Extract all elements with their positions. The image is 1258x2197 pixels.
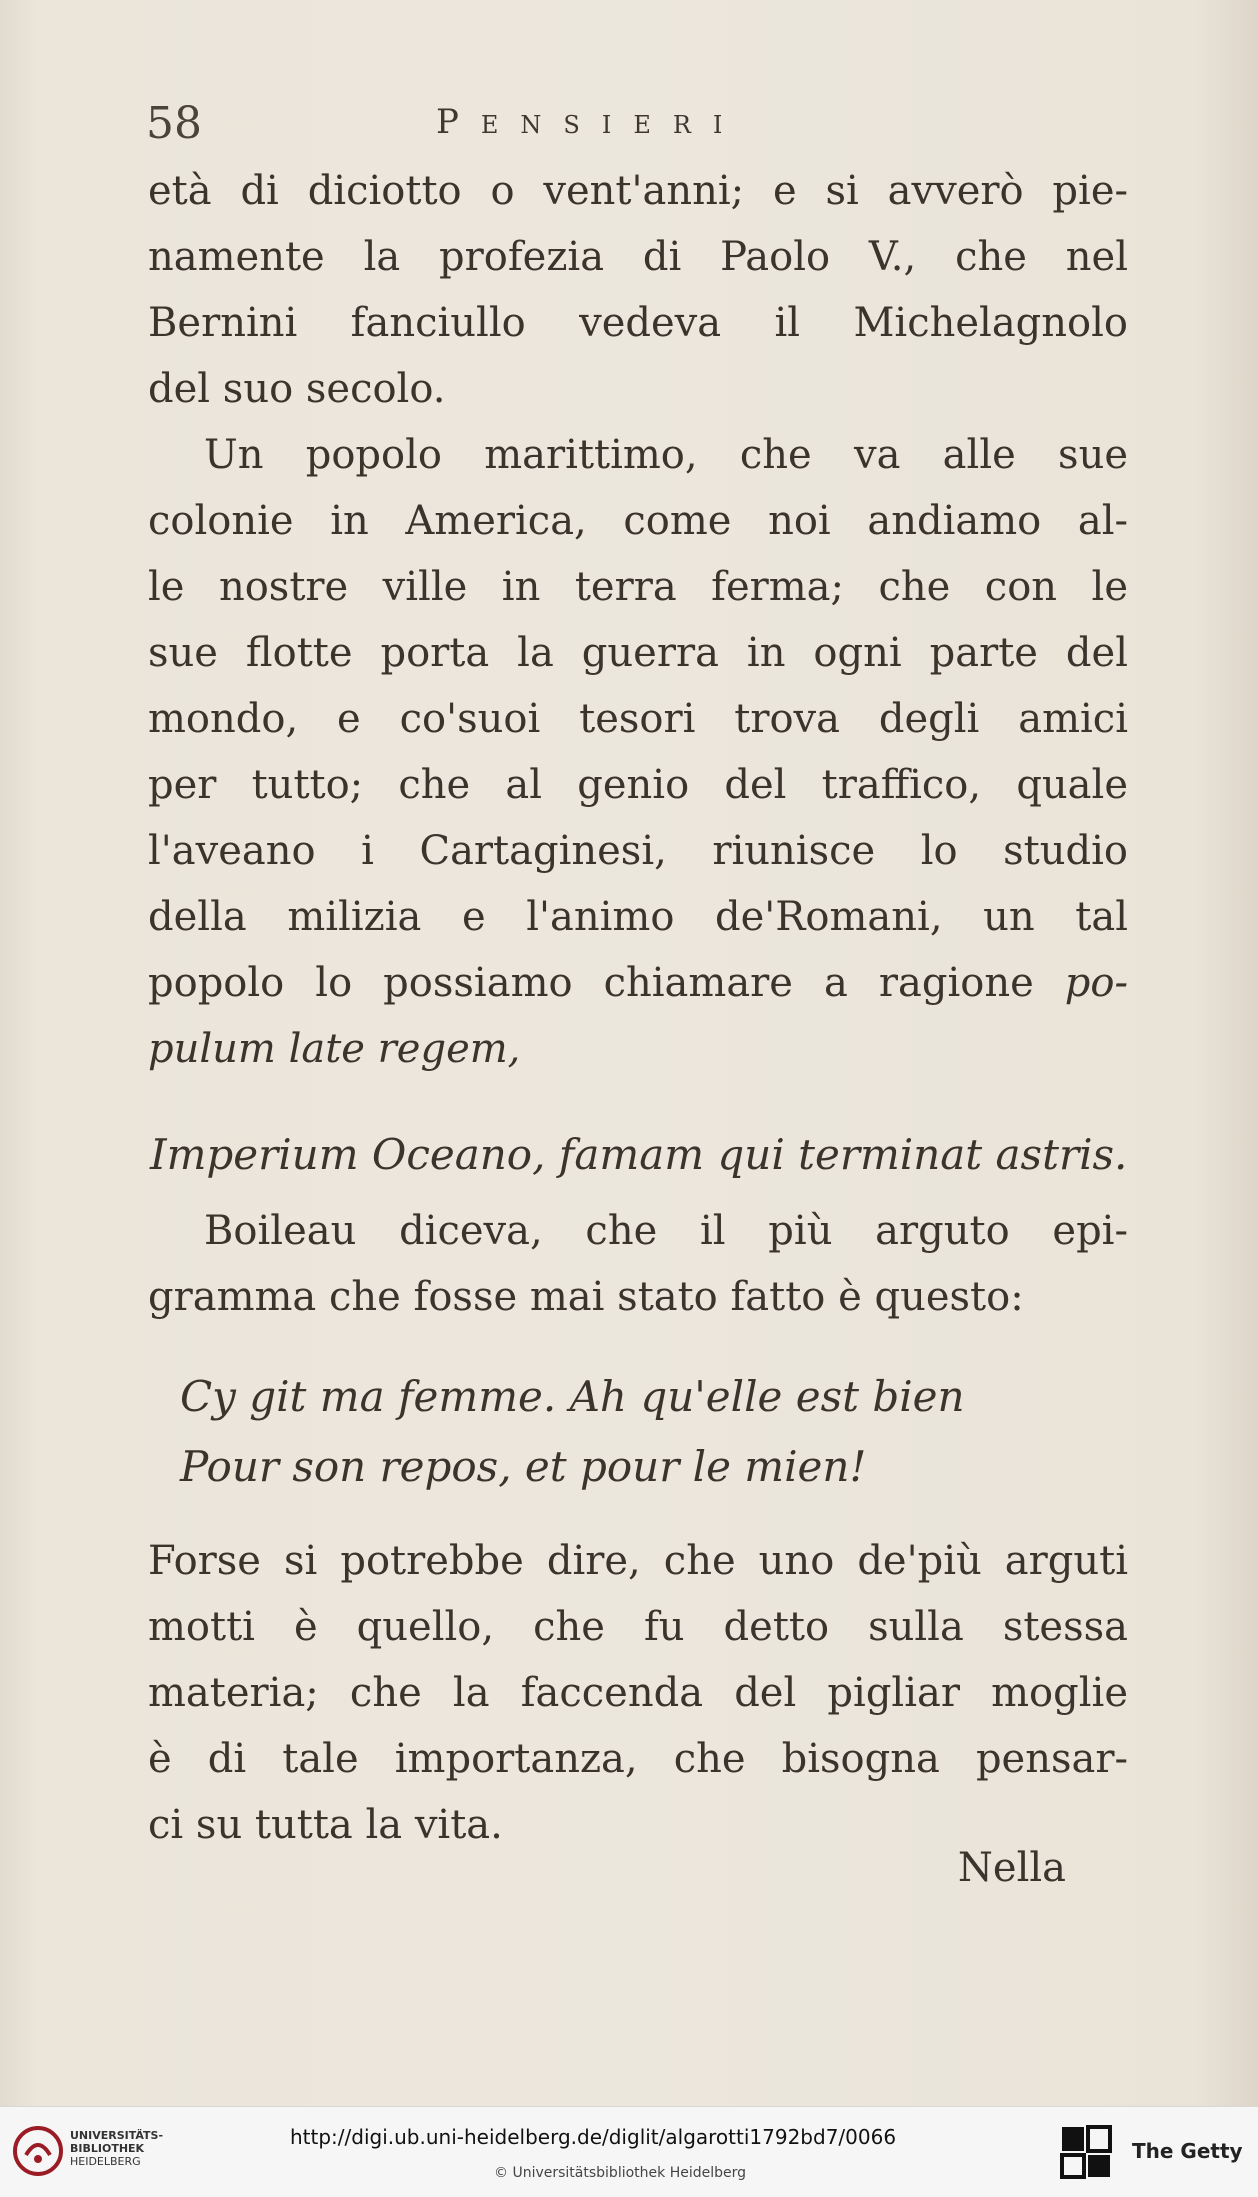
- verse-line: Cy git ma femme. Ah qu'elle est bien: [180, 1372, 965, 1421]
- permalink-url[interactable]: http://digi.ub.uni-heidelberg.de/diglit/algarotti1792bd7/0066: [290, 2125, 897, 2149]
- institution-line: UNIVERSITÄTS-: [70, 2129, 164, 2142]
- paragraph-3: [148, 1198, 1128, 1330]
- verse-quotation-2: [180, 1362, 965, 1502]
- running-head: Pensieri: [436, 102, 745, 142]
- text-line: del suo secolo.: [148, 366, 446, 412]
- text-line: materia; che la faccenda del pigliar moglie: [148, 1670, 1128, 1716]
- text-line: sue flotte porta la guerra in ogni parte del: [148, 630, 1128, 676]
- text-line: Forse si potrebbe dire, che uno de'più arguti: [148, 1538, 1128, 1584]
- paragraph-2: [148, 422, 1128, 1082]
- text-line: pulum late regem,: [148, 1026, 521, 1072]
- institution-name: [70, 2129, 163, 2168]
- text-line: Bernini fanciullo vedeva il Michelagnolo: [148, 300, 1128, 346]
- verse-quotation-1: Imperium Oceano, famam qui terminat astris.: [150, 1130, 1128, 1179]
- line-text: popolo lo possiamo chiamare a ragione: [148, 960, 1034, 1006]
- text-line: della milizia e l'animo de'Romani, un tal: [148, 894, 1128, 940]
- footer-bar: [0, 2106, 1258, 2197]
- paragraph-1: [148, 158, 1128, 422]
- paragraph-4: [148, 1528, 1128, 1858]
- getty-logo-icon: [1058, 2123, 1114, 2181]
- verse-line: Pour son repos, et pour le mien!: [180, 1442, 867, 1491]
- text-line: Boileau diceva, che il più arguto epi-: [204, 1208, 1128, 1254]
- institution-line: BIBLIOTHEK: [70, 2142, 145, 2155]
- institution-line: HEIDELBERG: [70, 2155, 141, 2168]
- text-line: età di diciotto o vent'anni; e si avverò pie-: [148, 168, 1128, 214]
- text-line: [148, 950, 1128, 1016]
- page-number: 58: [146, 98, 202, 149]
- page-header: [146, 98, 1146, 158]
- text-line: Un popolo marittimo, che va alle sue: [204, 432, 1128, 478]
- text-line: per tutto; che al genio del traffico, quale: [148, 762, 1128, 808]
- text-line: l'aveano i Cartaginesi, riunisce lo studio: [148, 828, 1128, 874]
- text-line: mondo, e co'suoi tesori trova degli amici: [148, 696, 1128, 742]
- text-line: le nostre ville in terra ferma; che con le: [148, 564, 1128, 610]
- text-line: ci su tutta la vita.: [148, 1802, 503, 1848]
- catchword: Nella: [957, 1845, 1066, 1891]
- text-line: namente la profezia di Paolo V., che nel: [148, 234, 1128, 280]
- university-seal-icon: [12, 2125, 64, 2177]
- text-line: colonie in America, come noi andiamo al-: [148, 498, 1128, 544]
- text-line: è di tale importanza, che bisogna pensar-: [148, 1736, 1128, 1782]
- copyright-notice: © Universitätsbibliothek Heidelberg: [494, 2165, 747, 2181]
- text-line: motti è quello, che fu detto sulla stessa: [148, 1604, 1128, 1650]
- line-italic: po-: [1064, 960, 1128, 1006]
- text-line: gramma che fosse mai stato fatto è questo:: [148, 1274, 1024, 1320]
- partner-name: The Getty: [1132, 2139, 1243, 2163]
